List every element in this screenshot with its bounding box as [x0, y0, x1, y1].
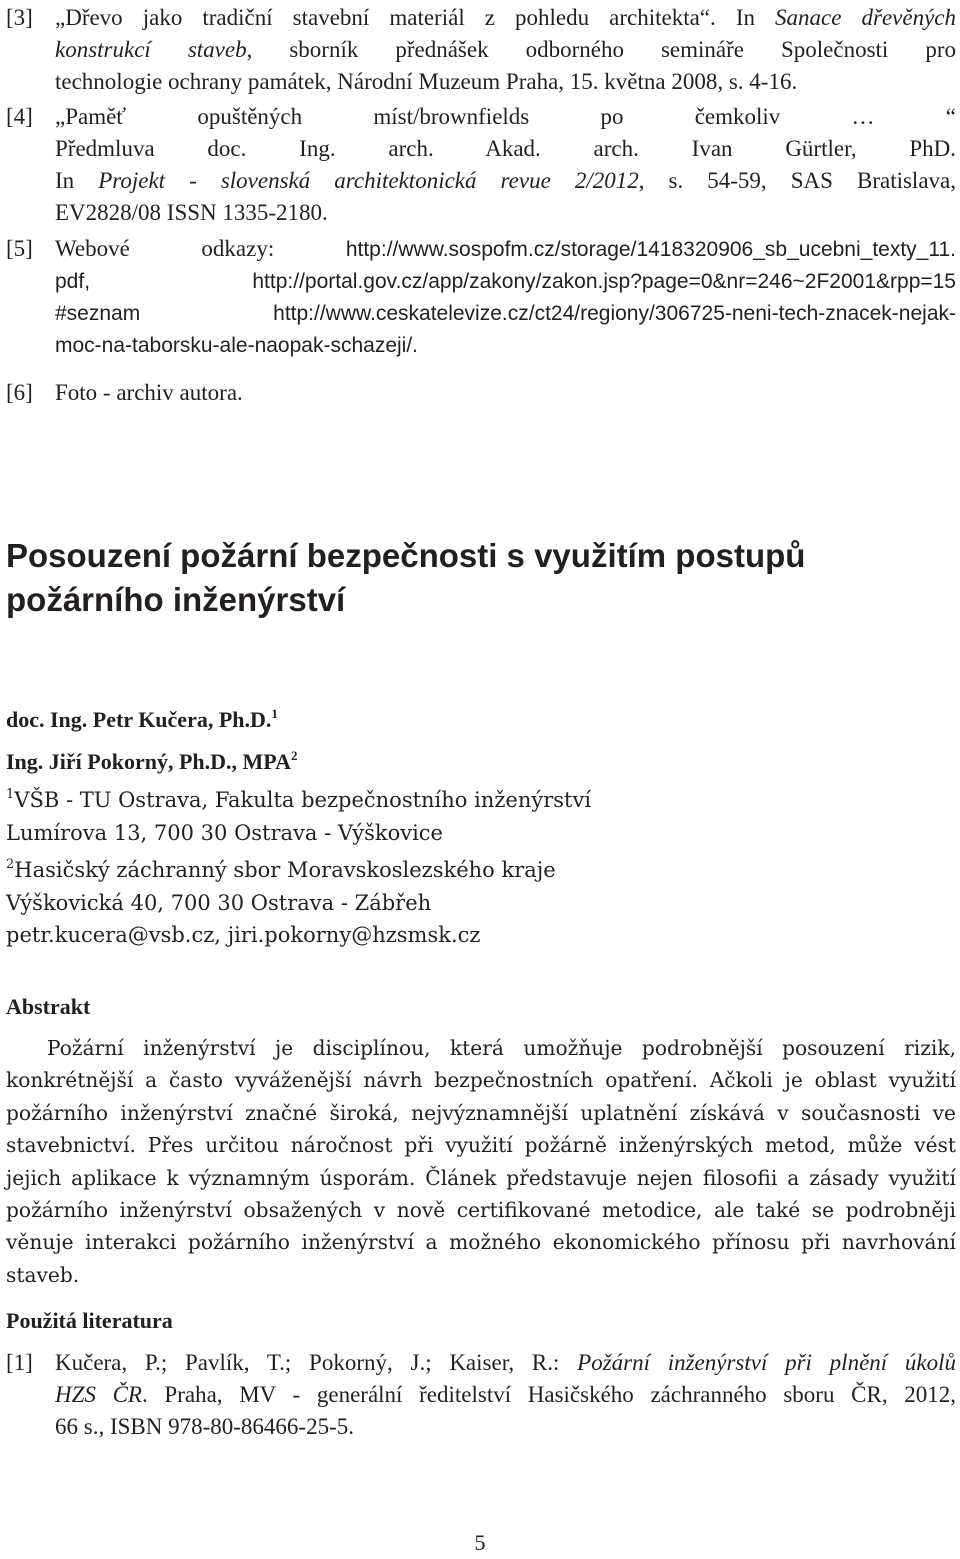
author-1: doc. Ing. Petr Kučera, Ph.D.$^1$ [6, 706, 278, 732]
literature-heading: Použitá literatura [6, 1308, 173, 1333]
affiliations [6, 779, 591, 952]
article-title-line: požárního inženýrství [6, 581, 346, 618]
reference-number: [5] [6, 236, 33, 261]
author-emails[interactable]: petr.kucera@vsb.cz, jiri.pokorny@hzsmsk.cz [6, 923, 481, 947]
abstract-line: požárního inženýrství značné široká, nejvýznamnější uplatnění získává v současnosti ve [6, 1100, 956, 1125]
reference-5 [6, 233, 956, 362]
reference-line: HZS ČR. Praha, MV - generální ředitelství Hasičského záchranného sboru ČR, 2012, [55, 1382, 957, 1407]
abstract-line: jejich aplikace k významným úsporám. Článek představuje nejen filosofii a zásady využití [6, 1165, 956, 1190]
affiliation-2: $^2$Hasičský záchranný sbor Moravskoslezského kraje [6, 857, 556, 882]
reference-link[interactable]: #seznam http://www.ceskatelevize.cz/ct24/regiony/306725-neni-tech-znacek-nejak- [55, 302, 956, 325]
reference-link[interactable]: pdf, http://portal.gov.cz/app/zakony/zakon.jsp?page=0&nr=246~2F2001&rpp=15 [55, 270, 956, 293]
affiliation-1: $^1$VŠB - TU Ostrava, Fakulta bezpečnostního inženýrství [6, 787, 592, 812]
abstract-text [6, 1032, 956, 1291]
author-2: Ing. Jiří Pokorný, Ph.D., MPA$^2$ [6, 748, 298, 774]
affiliation-1-address: Lumírova 13, 700 30 Ostrava - Výškovice [6, 820, 443, 845]
reference-line: Kučera, P.; Pavlík, T.; Pokorný, J.; Kaiser, R.: Požární inženýrství při plnění úkolů [55, 1350, 956, 1375]
reference-line: „Paměť opuštěných míst/brownfields po čemkoliv … “ [55, 104, 956, 129]
reference-line: konstrukcí staveb, sborník přednášek odborného semináře Společnosti pro [55, 37, 956, 62]
abstract-line: stavebnictví. Přes určitou náročnost při využití požárně inženýrských metod, může vést [6, 1133, 956, 1158]
reference-line: Webové odkazy: http://www.sospofm.cz/storage/1418320906_sb_ucebni_texty_11. [55, 236, 956, 261]
reference-line: „Dřevo jako tradiční stavební materiál z pohledu architekta“. In Sanace dřevěných [55, 5, 956, 30]
affiliation-2-address: Výškovická 40, 700 30 Ostrava - Zábřeh [6, 890, 432, 915]
reference-6 [6, 377, 956, 409]
reference-line: technologie ochrany památek, Národní Muzeum Praha, 15. května 2008, s. 4-16. [55, 69, 798, 94]
reference-number: [6] [6, 380, 33, 405]
abstract-line: věnuje interakci požárního inženýrství a možného ekonomického přínosu při navrhování [6, 1230, 956, 1255]
abstract-line: konkrétnější a často vyváženější návrh bezpečnostních opatření. Ačkoli je oblast využití [6, 1068, 956, 1093]
reference-link[interactable]: moc-na-taborsku-ale-naopak-schazeji/. [55, 334, 418, 357]
article-title [6, 534, 946, 622]
abstract-line: Požární inženýrství je disciplínou, která umožňuje podrobnější posouzení rizik, [47, 1036, 956, 1060]
reference-number: [4] [6, 104, 33, 129]
reference-3 [6, 2, 956, 98]
reference-line: In Projekt - slovenská architektonická revue 2/2012, s. 54-59, SAS Bratislava, [55, 168, 956, 193]
reference-number: [3] [6, 5, 33, 30]
page-number: 5 [474, 1530, 486, 1555]
abstract-line: staveb. [6, 1262, 80, 1287]
article-title-line: Posouzení požární bezpečnosti s využitím postupů [6, 537, 806, 574]
reference-link[interactable]: http://www.sospofm.cz/storage/1418320906_sb_ucebni_texty_11. [345, 238, 956, 261]
abstract-heading: Abstrakt [6, 994, 91, 1019]
reference-line: EV2828/08 ISSN 1335-2180. [55, 200, 328, 225]
reference-number: [1] [6, 1350, 33, 1375]
reference-line: Foto - archiv autora. [55, 380, 243, 405]
abstract-line: požárního inženýrství obsažených v nově certifikované metodice, ale také se podrobněji [6, 1198, 956, 1223]
reference-line: Předmluva doc. Ing. arch. Akad. arch. Ivan Gürtler, PhD. [55, 136, 956, 161]
reference-4 [6, 101, 956, 229]
reference-line: 66 s., ISBN 978-80-86466-25-5. [55, 1414, 354, 1439]
literature-reference-1 [6, 1347, 956, 1443]
